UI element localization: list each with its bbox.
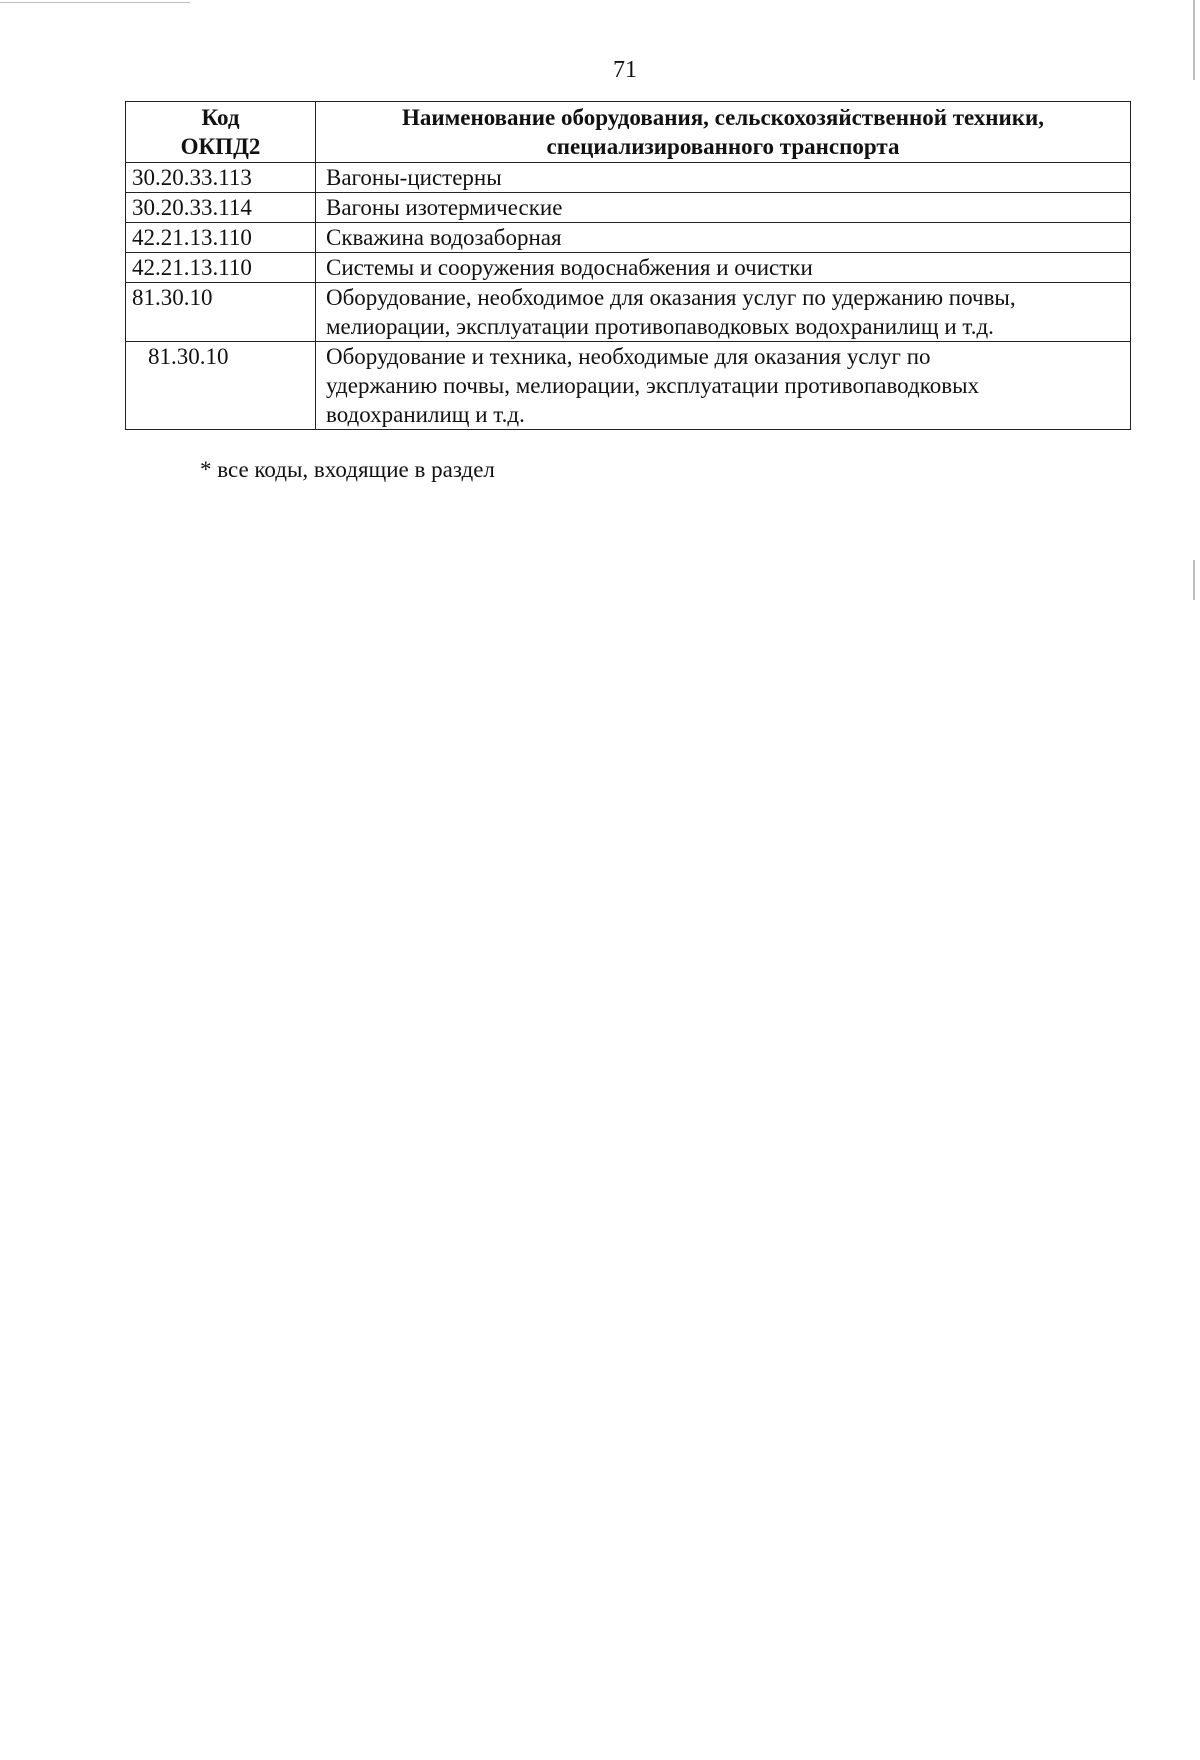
row-code: 30.20.33.113: [126, 163, 316, 193]
row-name: Оборудование и техника, необходимые для оказания услуг по удержанию почвы, мелиорации, эксплуатации противопаводковых водохранилищ и т.д.: [316, 342, 1131, 430]
table-header: [126, 102, 1131, 163]
row-name: Оборудование, необходимое для оказания услуг по удержанию почвы, мелиорации, эксплуатации противопаводковых водохранилищ и т.д.: [316, 283, 1131, 342]
row-code: 81.30.10: [126, 283, 316, 342]
footnote: * все коды, входящие в раздел: [200, 457, 495, 482]
row-name: Вагоны-цистерны: [316, 163, 1131, 193]
table-body: [126, 163, 1131, 430]
scan-artifact: [1193, 0, 1195, 80]
scan-artifact: [0, 2, 190, 3]
row-code: 42.21.13.110: [126, 253, 316, 283]
table-row: [126, 253, 1131, 283]
header-code: [126, 102, 316, 163]
row-name: Вагоны изотермические: [316, 193, 1131, 223]
header-name: [316, 102, 1131, 163]
header-row: [126, 102, 1131, 163]
row-code: 30.20.33.114: [126, 193, 316, 223]
row-name: Системы и сооружения водоснабжения и очистки: [316, 253, 1131, 283]
row-name: Скважина водозаборная: [316, 223, 1131, 253]
row-code: 42.21.13.110: [126, 223, 316, 253]
scan-artifact: [1193, 560, 1195, 600]
table-row: [126, 163, 1131, 193]
row-code: 81.30.10: [126, 342, 316, 430]
table-row: [126, 193, 1131, 223]
header-code-label: Код ОКПД2: [180, 105, 261, 159]
header-name-label: Наименование оборудования, сельскохозяйственной техники, специализированного транспорта: [401, 105, 1045, 159]
table-row: [126, 223, 1131, 253]
page-number: 71: [613, 57, 637, 83]
table-row: [126, 283, 1131, 342]
table-row: [126, 342, 1131, 430]
equipment-table: [125, 101, 1131, 430]
